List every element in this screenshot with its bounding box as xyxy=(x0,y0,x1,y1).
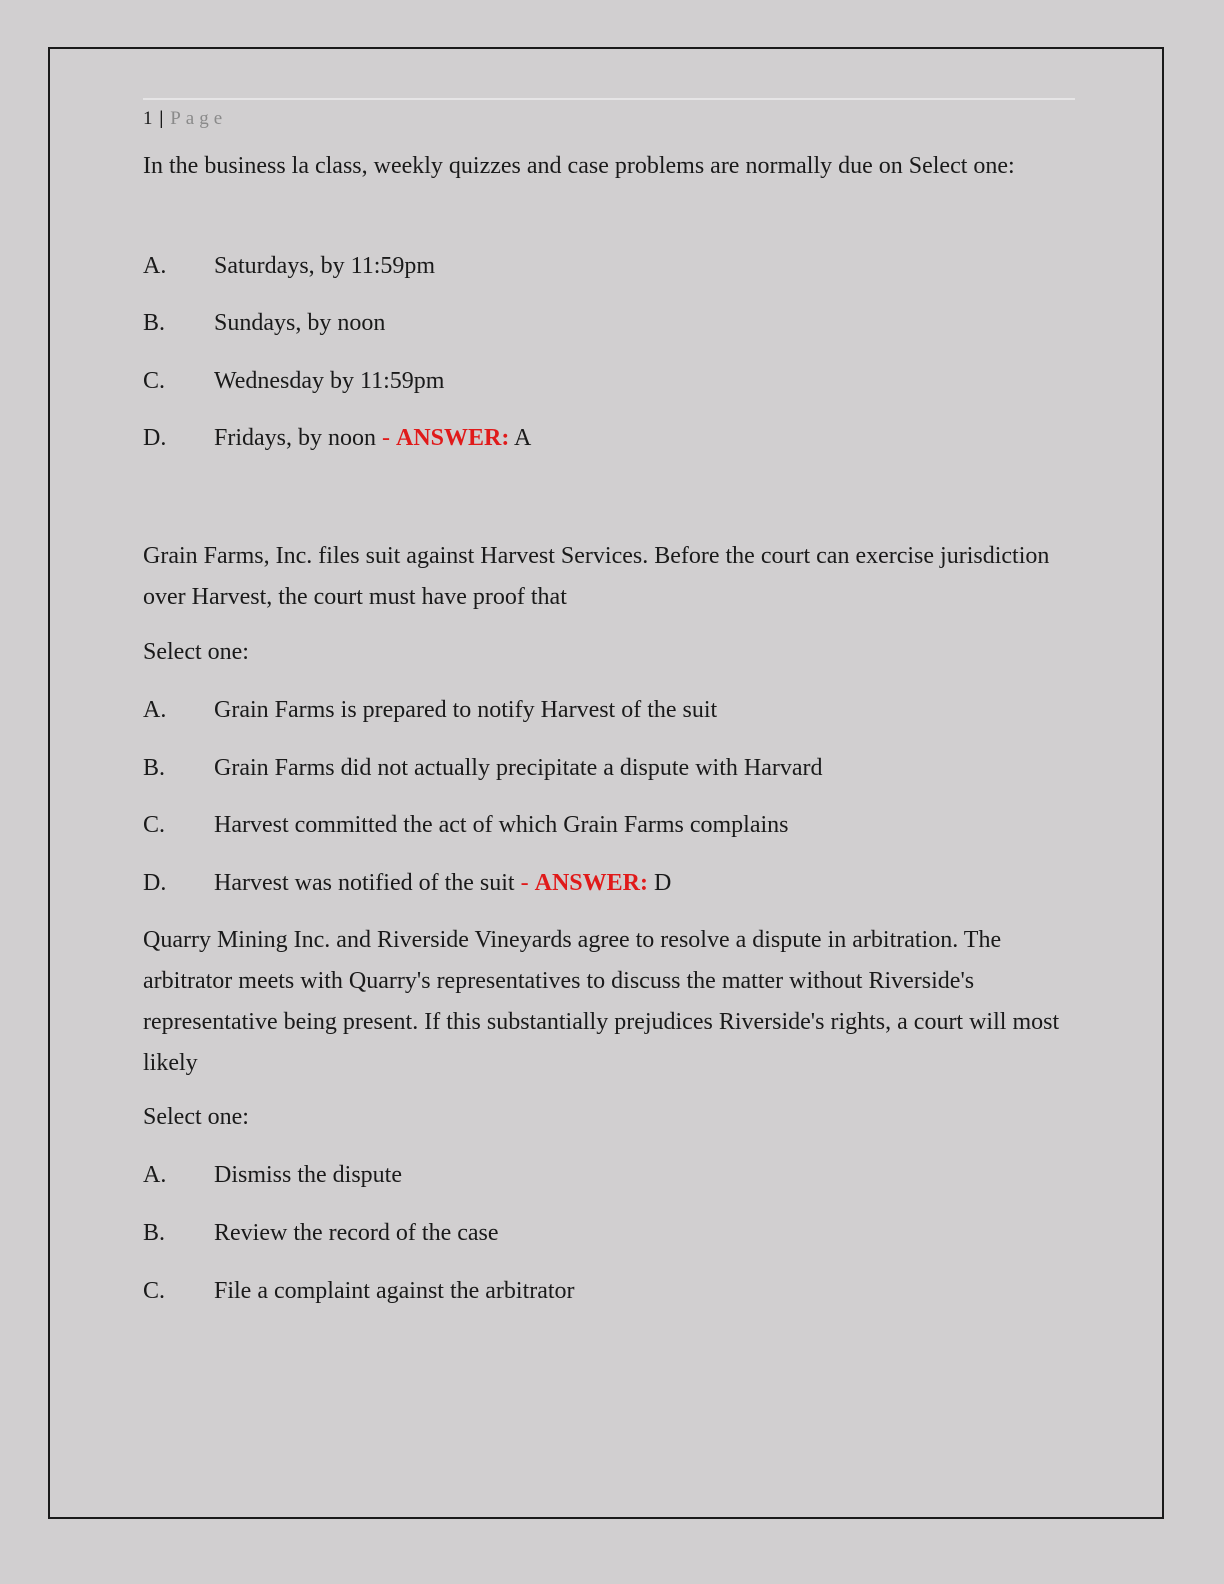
question-2-select-label: Select one: xyxy=(143,639,249,665)
question-2-option-c xyxy=(143,810,1073,840)
answer-label: ANSWER: xyxy=(396,425,510,451)
question-1-option-b xyxy=(143,308,1073,338)
option-letter: A. xyxy=(143,1162,167,1188)
question-3-select-label: Select one: xyxy=(143,1104,249,1130)
option-letter: C. xyxy=(143,368,166,394)
question-3-option-a xyxy=(143,1160,1073,1190)
option-text: Harvest was notified of the suit xyxy=(214,870,515,896)
question-1-option-d xyxy=(143,423,1073,453)
page-number-separator: | xyxy=(159,108,164,129)
question-2-option-b xyxy=(143,753,1073,783)
option-text: Sundays, by noon xyxy=(214,310,386,336)
option-text: Grain Farms is prepared to notify Harvest of the suit xyxy=(214,697,718,723)
question-2-stem: Grain Farms, Inc. files suit against Harvest Services. Before the court can exercise jurisdiction over Harvest, the court must have proof that xyxy=(143,543,1050,610)
question-2-option-a xyxy=(143,695,1073,725)
answer-marker xyxy=(382,425,509,451)
option-letter: B. xyxy=(143,310,166,336)
option-letter: B. xyxy=(143,1220,166,1246)
option-letter: C. xyxy=(143,812,166,838)
answer-prefix: - xyxy=(520,870,535,896)
option-text: Harvest committed the act of which Grain Farms complains xyxy=(214,812,789,838)
header-rule xyxy=(143,98,1075,100)
question-1-option-c xyxy=(143,366,1073,396)
question-3-option-b xyxy=(143,1218,1073,1248)
answer-label: ANSWER: xyxy=(534,870,648,896)
question-1-stem: In the business la class, weekly quizzes and case problems are normally due on Select one: xyxy=(143,153,1015,179)
option-text: Wednesday by 11:59pm xyxy=(214,368,445,394)
question-3-option-c xyxy=(143,1276,1073,1306)
option-letter: A. xyxy=(143,697,167,723)
option-text: File a complaint against the arbitrator xyxy=(214,1278,575,1304)
question-1-option-a xyxy=(143,251,1073,281)
option-text: Dismiss the dispute xyxy=(214,1162,403,1188)
option-text: Fridays, by noon xyxy=(214,425,376,451)
page-word: Page xyxy=(170,108,228,129)
option-text: Grain Farms did not actually precipitate a dispute with Harvard xyxy=(214,755,823,781)
option-text: Saturdays, by 11:59pm xyxy=(214,253,436,279)
answer-marker xyxy=(521,870,648,896)
page-number: 1 xyxy=(143,108,153,129)
answer-value: D xyxy=(653,870,672,896)
option-letter: B. xyxy=(143,755,166,781)
option-letter: C. xyxy=(143,1278,166,1304)
option-letter: D. xyxy=(143,425,167,451)
option-letter: A. xyxy=(143,253,167,279)
option-letter: D. xyxy=(143,870,167,896)
question-2-option-d xyxy=(143,868,1073,898)
page-number-header xyxy=(143,106,227,132)
question-3-stem: Quarry Mining Inc. and Riverside Vineyards agree to resolve a dispute in arbitration. The arbitrator meets with Quarry's representatives to discuss the matter without Riverside's representative being present. If this substantially prejudices Riverside's rights, a court will most likely xyxy=(143,927,1060,1076)
option-text: Review the record of the case xyxy=(214,1220,499,1246)
answer-prefix: - xyxy=(382,425,396,451)
answer-value: A xyxy=(514,425,532,451)
